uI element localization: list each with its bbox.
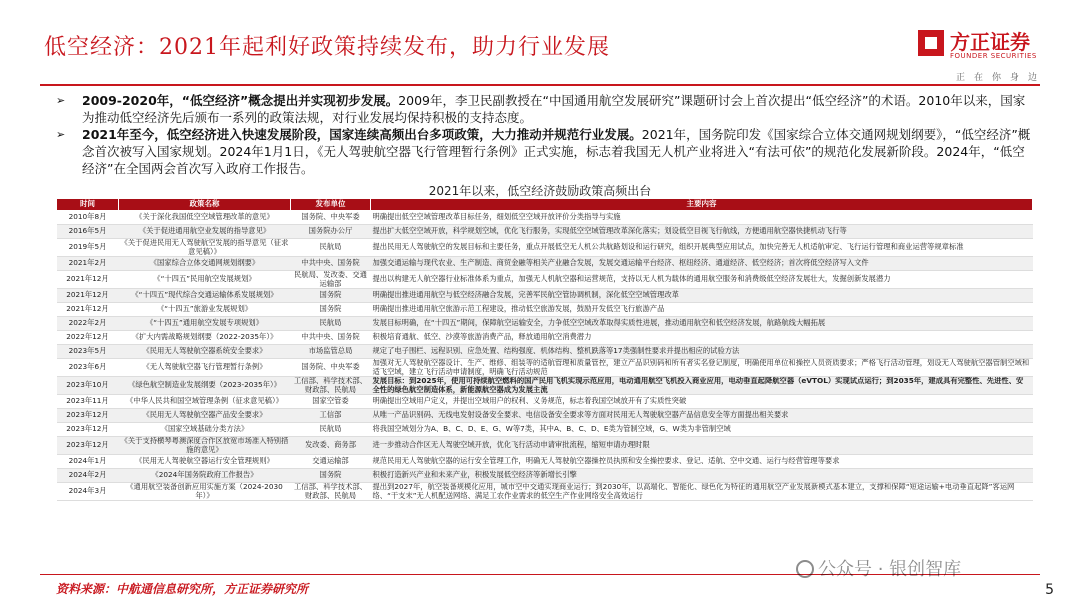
bullet-item — [56, 126, 1032, 177]
cell-content: 发展目标明确，在“十四五”期间，保障航空运输安全，力争低空空域改革取得实质性进展，推动通用航空和低空经济发展，航路航线大幅拓展 — [371, 317, 1033, 331]
table-row — [57, 271, 1033, 289]
cell-content: 积极培育通航、低空、沙漠等旅游消费产品，释放通用航空消费潜力 — [371, 331, 1033, 345]
cell-issuer: 民航局 — [291, 423, 371, 437]
cell-issuer: 国务院 — [291, 469, 371, 483]
table-row — [57, 469, 1033, 483]
cell-issuer: 工信部 — [291, 409, 371, 423]
cell-policy: 《中华人民共和国空域管理条例（征求意见稿）》 — [119, 395, 291, 409]
cell-date: 2016年5月 — [57, 225, 119, 239]
cell-policy: 《关于促进民用无人驾驶航空发展的指导意见（征求意见稿）》 — [119, 239, 291, 257]
cell-issuer: 市场监管总局 — [291, 345, 371, 359]
arrow-bullet-icon: ➢ — [56, 128, 66, 141]
cell-content: 提出扩大低空空域开放，科学规划空域，优化飞行服务，实现低空空域管理改革深化落实；划设低空目视飞行航线，方便通用航空器快捷机动飞行等 — [371, 225, 1033, 239]
logo-slogan: 正在你身边 — [956, 73, 1047, 83]
cell-content: 提出以构建无人航空器行业标准体系为重点，加强无人机航空器和运营规范，支持以无人机为载体的通用航空服务和消费级低空经济发展壮大，发掘创新发展潜力 — [371, 271, 1033, 289]
cell-date: 2024年1月 — [57, 455, 119, 469]
wechat-icon — [796, 560, 814, 578]
cell-policy: 《无人驾驶航空器飞行管理暂行条例》 — [119, 359, 291, 377]
cell-date: 2023年12月 — [57, 437, 119, 455]
page-number: 5 — [1045, 582, 1054, 598]
column-header: 时间 — [57, 199, 119, 211]
cell-content: 规定了电子围栏、远程识别、应急处置、结构强度、机体结构、整机跌落等17类强制性要求并提出相应的试验方法 — [371, 345, 1033, 359]
cell-policy: 《民用无人驾驶航空器产品安全要求》 — [119, 409, 291, 423]
cell-policy: 《“十四五”旅游业发展规划》 — [119, 303, 291, 317]
logo-english: FOUNDER SECURITIES — [950, 52, 1037, 60]
cell-date: 2021年2月 — [57, 257, 119, 271]
cell-content: 提出民用无人驾驶航空的发展目标和主要任务，重点开展低空无人机公共航路划设和运行研究，组织开展典型应用试点，加快完善无人机适航审定、飞行运行管理和商业运营等规章标准 — [371, 239, 1033, 257]
source-note: 资料来源：中航通信息研究所，方正证券研究所 — [56, 582, 309, 596]
cell-policy: 《民用无人驾驶航空器系统安全要求》 — [119, 345, 291, 359]
table-row — [57, 211, 1033, 225]
cell-date: 2010年8月 — [57, 211, 119, 225]
watermark-text: 公众号 · 银创智库 — [818, 559, 962, 580]
page-title: 低空经济：2021年起利好政策持续发布，助力行业发展 — [44, 35, 610, 60]
cell-issuer: 民航局 — [291, 239, 371, 257]
bullet-item — [56, 92, 1032, 126]
cell-content: 明确提出推进通用航空旅游示范工程建设，推动低空旅游发展，鼓励开发低空飞行旅游产品 — [371, 303, 1033, 317]
cell-content: 规范民用无人驾驶航空器的运行安全管理工作，明确无人驾驶航空器操控员执照和安全操控要求、登记、适航、空中交通、运行与经营管理等要求 — [371, 455, 1033, 469]
table-row — [57, 377, 1033, 395]
cell-content: 积极打造新兴产业和未来产业，积极发展低空经济等新增长引擎 — [371, 469, 1033, 483]
cell-content: 加强对无人驾驶航空器设计、生产、维修、组装等的适航管理和质量管控，建立产品识别码和所有者实名登记制度，明确使用单位和操控人员资质要求；严格飞行活动管理，划设无人驾驶航空器管制空域和适飞空域，建立飞行活动申请制度，明确飞行活动规范 — [371, 359, 1033, 377]
table-row — [57, 331, 1033, 345]
cell-date: 2024年3月 — [57, 483, 119, 501]
cell-policy: 《民用无人驾驶航空器运行安全管理规则》 — [119, 455, 291, 469]
cell-content: 发展目标：到2025年，使用可持续航空燃料的国产民用飞机实现示范应用，电动通用航空飞机投入商业应用，电动垂直起降航空器（eVTOL）实现试点运行；到2035年，建成具有完整性、先进性、安全性的绿色航空制造体系，新能源航空器成为发展主流 — [371, 377, 1033, 395]
cell-policy: 《关于深化我国低空空域管理改革的意见》 — [119, 211, 291, 225]
cell-content: 进一步推动合作区无人驾驶空域开放，优化飞行活动申请审批流程，缩短申请办理时限 — [371, 437, 1033, 455]
cell-content: 将我国空域划分为A、B、C、D、E、G、W等7类，其中A、B、C、D、E类为管制空域，G、W类为非管制空域 — [371, 423, 1033, 437]
bullet-list — [56, 92, 1032, 177]
cell-date: 2021年12月 — [57, 289, 119, 303]
cell-policy: 《关于促进通用航空业发展的指导意见》 — [119, 225, 291, 239]
table-row — [57, 437, 1033, 455]
company-logo — [918, 24, 1068, 84]
table-row — [57, 317, 1033, 331]
policy-table — [56, 198, 1033, 501]
cell-issuer: 中共中央、国务院 — [291, 257, 371, 271]
table-row — [57, 257, 1033, 271]
cell-issuer: 民航局 — [291, 317, 371, 331]
cell-policy: 《国家综合立体交通网规划纲要》 — [119, 257, 291, 271]
cell-policy: 《关于支持横琴粤澳深度合作区放宽市场准入特别措施的意见》 — [119, 437, 291, 455]
cell-date: 2022年12月 — [57, 331, 119, 345]
cell-issuer: 中共中央、国务院 — [291, 331, 371, 345]
table-row — [57, 483, 1033, 501]
cell-date: 2024年2月 — [57, 469, 119, 483]
table-row — [57, 303, 1033, 317]
header-divider — [40, 84, 1040, 86]
cell-policy: 《“十四五”民用航空发展规划》 — [119, 271, 291, 289]
cell-content: 提出到2027年，航空装备规模化应用，城市空中交通实现商业运行；到2030年，以高端化、智能化、绿色化为特征的通用航空产业发展新模式基本建立，支撑和保障“短途运输+电动垂直起降”客运网络、“干支末”无人机配送网络、满足工农作业需求的低空生产作业网络安全高效运行 — [371, 483, 1033, 501]
table-row — [57, 345, 1033, 359]
table-row — [57, 239, 1033, 257]
cell-issuer: 国务院、中央军委 — [291, 211, 371, 225]
cell-content: 加强交通运输与现代农业、生产制造、商贸金融等相关产业融合发展，发展交通运输平台经济、枢纽经济、通道经济、低空经济；首次将低空经济写入文件 — [371, 257, 1033, 271]
cell-policy: 《“十四五”通用航空发展专项规划》 — [119, 317, 291, 331]
cell-date: 2023年11月 — [57, 395, 119, 409]
cell-policy: 《国家空域基础分类方法》 — [119, 423, 291, 437]
column-header: 主要内容 — [371, 199, 1033, 211]
cell-issuer: 国务院办公厅 — [291, 225, 371, 239]
table-row — [57, 409, 1033, 423]
cell-issuer: 发改委、商务部 — [291, 437, 371, 455]
cell-date: 2023年5月 — [57, 345, 119, 359]
cell-issuer: 国务院 — [291, 303, 371, 317]
arrow-bullet-icon: ➢ — [56, 94, 66, 107]
cell-content: 明确提出空域用户定义，并提出空域用户的权利、义务规范，标志着我国空域放开有了实质性突破 — [371, 395, 1033, 409]
cell-policy: 《扩大内需战略规划纲要（2022-2035年）》 — [119, 331, 291, 345]
table-row — [57, 455, 1033, 469]
column-header: 政策名称 — [119, 199, 291, 211]
table-header-row — [57, 199, 1033, 211]
cell-date: 2019年5月 — [57, 239, 119, 257]
column-header: 发布单位 — [291, 199, 371, 211]
bullet-lead: 2009-2020年，“低空经济”概念提出并实现初步发展。 — [82, 93, 399, 108]
cell-issuer: 国务院 — [291, 289, 371, 303]
cell-content: 从唯一产品识别码、无线电发射设备安全要求、电信设备安全要求等方面对民用无人驾驶航空器产品信息安全等方面提出相关要求 — [371, 409, 1033, 423]
table-row — [57, 289, 1033, 303]
table-row — [57, 225, 1033, 239]
bullet-text: 2021年，国务院印发《国家综合立体交通网规划纲要》，“低空经济”概念首次被写入国家规划。2024年1月1日，《无人驾驶航空器飞行管理暂行条例》正式实施，标志着我国无人机产业将进入“有法可依”的规范化发展新阶段。2024年，“低空经济”在全国两会首次写入政府工作报告。 — [82, 127, 1031, 176]
table-row — [57, 359, 1033, 377]
cell-date: 2023年12月 — [57, 409, 119, 423]
logo-mark-icon — [918, 30, 944, 56]
table-row — [57, 423, 1033, 437]
bullet-text: 2009年，李卫民副教授在“中国通用航空发展研究”课题研讨会上首次提出“低空经济”的术语。2010年以来，国家为推动低空经济先后颁布一系列的政策法规，对行业发展均保持积极的支持态度。 — [82, 93, 1026, 125]
cell-issuer: 工信部、科学技术部、财政部、民航局 — [291, 483, 371, 501]
cell-policy: 《通用航空装备创新应用实施方案（2024-2030年）》 — [119, 483, 291, 501]
cell-policy: 《绿色航空制造业发展纲要（2023-2035年）》 — [119, 377, 291, 395]
cell-date: 2021年12月 — [57, 271, 119, 289]
table-body — [57, 211, 1033, 501]
watermark — [796, 555, 961, 581]
bullet-lead: 2021年至今，低空经济进入快速发展阶段，国家连续高频出台多项政策，大力推动并规范行业发展。 — [82, 127, 642, 142]
table-title: 2021年以来，低空经济鼓励政策高频出台 — [428, 184, 652, 198]
cell-issuer: 国务院、中央军委 — [291, 359, 371, 377]
cell-date: 2022年2月 — [57, 317, 119, 331]
cell-content: 明确提出推进通用航空与低空经济融合发展，完善军民航空管协调机制，深化低空空域管理改革 — [371, 289, 1033, 303]
cell-date: 2021年12月 — [57, 303, 119, 317]
cell-issuer: 国家空管委 — [291, 395, 371, 409]
cell-issuer: 交通运输部 — [291, 455, 371, 469]
cell-policy: 《2024年国务院政府工作报告》 — [119, 469, 291, 483]
logo-text: 方正证券 — [950, 30, 1030, 54]
cell-content: 明确提出低空空域管理改革目标任务，细划低空空域开放评价分类指导与实施 — [371, 211, 1033, 225]
cell-issuer: 民航局、发改委、交通运输部 — [291, 271, 371, 289]
cell-date: 2023年6月 — [57, 359, 119, 377]
table-row — [57, 395, 1033, 409]
cell-policy: 《“十四五”现代综合交通运输体系发展规划》 — [119, 289, 291, 303]
cell-date: 2023年12月 — [57, 423, 119, 437]
cell-issuer: 工信部、科学技术部、财政部、民航局 — [291, 377, 371, 395]
cell-date: 2023年10月 — [57, 377, 119, 395]
